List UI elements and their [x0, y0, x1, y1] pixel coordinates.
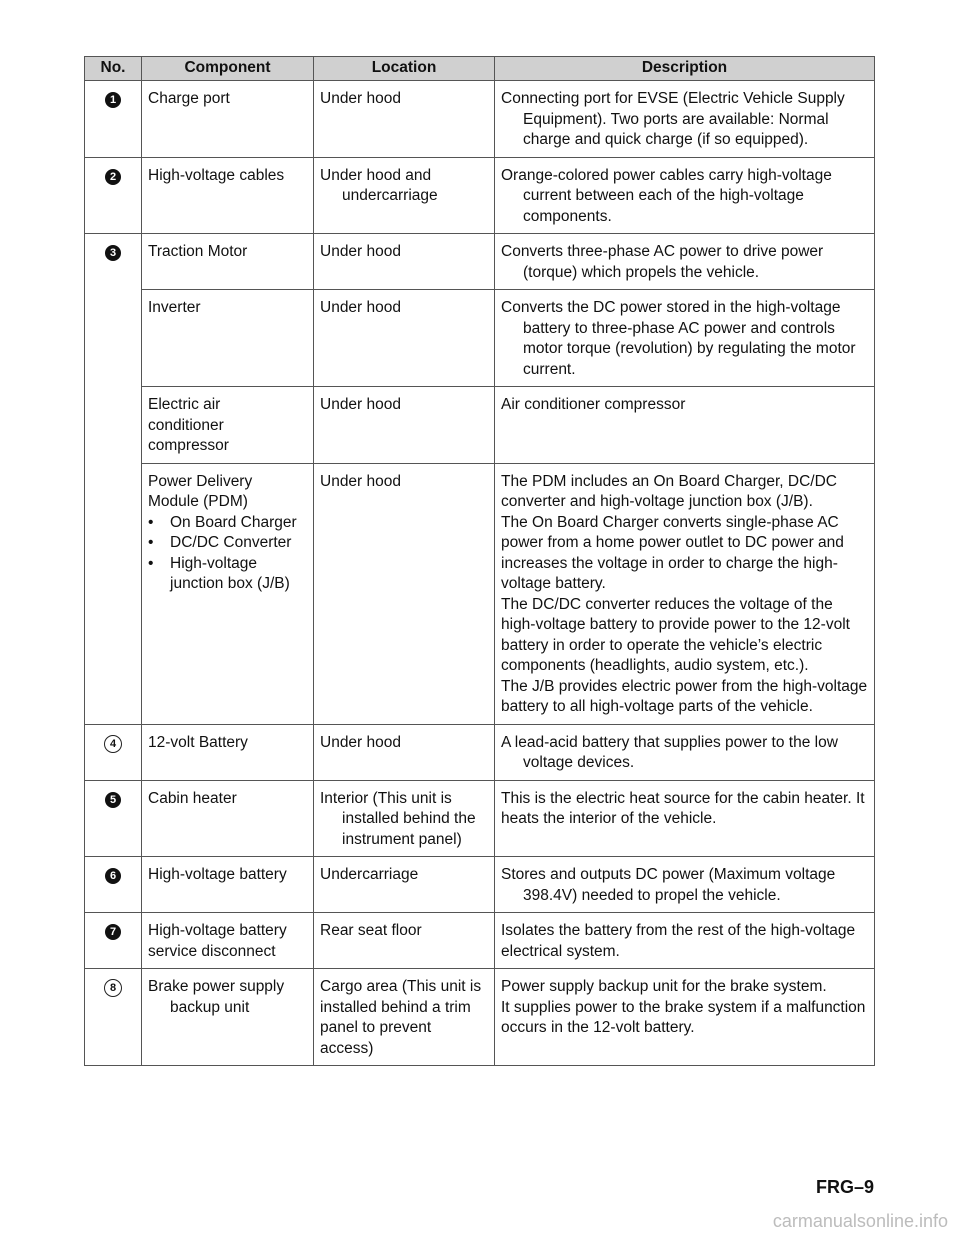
location-text: Rear seat floor: [320, 922, 422, 939]
location-cell: [314, 724, 495, 780]
number-marker: 7: [105, 924, 121, 940]
watermark: carmanualsonline.info: [772, 1211, 948, 1231]
location-text: Under hood: [320, 299, 402, 316]
location-cell: [314, 969, 495, 1066]
component-cell: [142, 857, 314, 913]
location-text: Under hood: [320, 472, 402, 490]
description-cell: [495, 857, 875, 913]
component-name: High-voltage cables: [148, 166, 285, 184]
description-cell: [495, 387, 875, 464]
location-cell: [314, 81, 495, 158]
row-number: [85, 780, 142, 857]
table-row: [85, 81, 875, 158]
component-name: Inverter: [148, 299, 201, 316]
table-row: [85, 387, 875, 464]
number-marker: 8: [104, 979, 122, 997]
table-row: [85, 463, 875, 724]
description-text: Air conditioner compressor: [501, 396, 686, 413]
component-name: Power Delivery Module (PDM): [148, 472, 253, 510]
header-no: No.: [85, 57, 142, 81]
component-cell: [142, 724, 314, 780]
number-marker: 2: [105, 169, 121, 185]
description-text: This is the electric heat source for the cabin heater. It heats the interior of the vehicle.: [501, 789, 865, 827]
row-number: [85, 81, 142, 158]
description-cell: [495, 913, 875, 969]
location-cell: [314, 157, 495, 234]
row-number: [85, 724, 142, 780]
description-text: Stores and outputs DC power (Maximum voltage 398.4V) needed to propel the vehicle.: [501, 866, 836, 904]
row-number: [85, 969, 142, 1066]
description-cell: [495, 81, 875, 158]
component-name: Charge port: [148, 90, 230, 107]
description-cell: [495, 463, 875, 724]
description-text: The On Board Charger converts single-phase AC power from a home power outlet to DC power and increases the voltage in order to charge the high-voltage battery.: [501, 513, 844, 592]
location-text: Under hood: [320, 243, 402, 260]
number-marker: 6: [105, 868, 121, 884]
description-text: It supplies power to the brake system if a malfunction occurs in the 12-volt battery.: [501, 998, 866, 1036]
header-description: Description: [495, 57, 875, 81]
component-cell: [142, 234, 314, 290]
description-text: The J/B provides electric power from the high-voltage battery to all high-voltage parts of the vehicle.: [501, 677, 868, 715]
table-row: [85, 857, 875, 913]
description-text: Converts three-phase AC power to drive power (torque) which propels the vehicle.: [501, 243, 824, 281]
component-name: Traction Motor: [148, 243, 248, 260]
component-name: Cabin heater: [148, 789, 237, 807]
location-cell: [314, 387, 495, 464]
component-cell: [142, 81, 314, 158]
component-name: High-voltage battery: [148, 866, 287, 883]
location-cell: [314, 780, 495, 857]
table-row: [85, 969, 875, 1066]
location-cell: [314, 290, 495, 387]
number-marker: 1: [105, 92, 121, 108]
header-location: Location: [314, 57, 495, 81]
description-text: A lead-acid battery that supplies power to the low voltage devices.: [501, 733, 838, 771]
location-text: Cargo area (This unit is installed behind a trim panel to prevent access): [320, 978, 482, 1057]
description-text: The DC/DC converter reduces the voltage of the high-voltage battery to provide power to the 12-volt battery in order to operate the vehicle’s electric components (headlights, audio system, etc.).: [501, 595, 850, 674]
description-cell: [495, 724, 875, 780]
component-name: Electric air conditioner compressor: [148, 396, 229, 454]
table-row: [85, 157, 875, 234]
description-cell: [495, 969, 875, 1066]
table-header-row: [85, 57, 875, 81]
description-text: Power supply backup unit for the brake system.: [501, 978, 827, 995]
description-text: Connecting port for EVSE (Electric Vehicle Supply Equipment). Two ports are available: Normal charge and quick charge (if so equipped).: [501, 90, 845, 148]
table-row: [85, 290, 875, 387]
row-number: [85, 157, 142, 234]
description-text: The PDM includes an On Board Charger, DC/DC converter and high-voltage junction box (J/B).: [501, 472, 837, 510]
header-component: Component: [142, 57, 314, 81]
components-table: [84, 56, 875, 1066]
description-cell: [495, 780, 875, 857]
description-cell: [495, 290, 875, 387]
location-text: Under hood: [320, 90, 402, 107]
component-cell: [142, 157, 314, 234]
location-text: Interior (This unit is installed behind the instrument panel): [320, 789, 476, 848]
component-cell: [142, 969, 314, 1066]
number-marker: 5: [105, 792, 121, 808]
row-number: [85, 234, 142, 725]
location-cell: [314, 234, 495, 290]
component-cell: [142, 913, 314, 969]
location-text: Under hood: [320, 733, 402, 751]
component-cell: [142, 387, 314, 464]
table-row: [85, 234, 875, 290]
list-item: • High-voltage junction box (J/B): [148, 554, 290, 592]
description-cell: [495, 157, 875, 234]
description-text: Isolates the battery from the rest of the high-voltage electrical system.: [501, 922, 856, 960]
component-name: 12-volt Battery: [148, 733, 248, 751]
table-row: [85, 780, 875, 857]
location-cell: [314, 857, 495, 913]
component-name: Brake power supply backup unit: [148, 978, 285, 1016]
number-marker: 3: [105, 245, 121, 261]
description-text: Converts the DC power stored in the high-voltage battery to three-phase AC power and controls motor torque (revolution) by regulating the motor current.: [501, 299, 856, 378]
table-row: [85, 724, 875, 780]
location-text: Under hood and undercarriage: [320, 166, 438, 204]
component-bullet-list: [148, 513, 307, 595]
component-name: High-voltage battery service disconnect: [148, 922, 287, 960]
list-item: • On Board Charger: [148, 513, 297, 531]
page-number: FRG–9: [815, 1177, 874, 1197]
location-text: Under hood: [320, 396, 402, 413]
number-marker: 4: [104, 735, 122, 753]
table-row: [85, 913, 875, 969]
component-cell: [142, 290, 314, 387]
location-cell: [314, 463, 495, 724]
location-cell: [314, 913, 495, 969]
description-cell: [495, 234, 875, 290]
component-cell: [142, 780, 314, 857]
location-text: Undercarriage: [320, 866, 419, 883]
row-number: [85, 857, 142, 913]
row-number: [85, 913, 142, 969]
component-cell: [142, 463, 314, 724]
list-item: • DC/DC Converter: [148, 534, 292, 551]
description-text: Orange-colored power cables carry high-voltage current between each of the high-voltage components.: [501, 166, 832, 225]
